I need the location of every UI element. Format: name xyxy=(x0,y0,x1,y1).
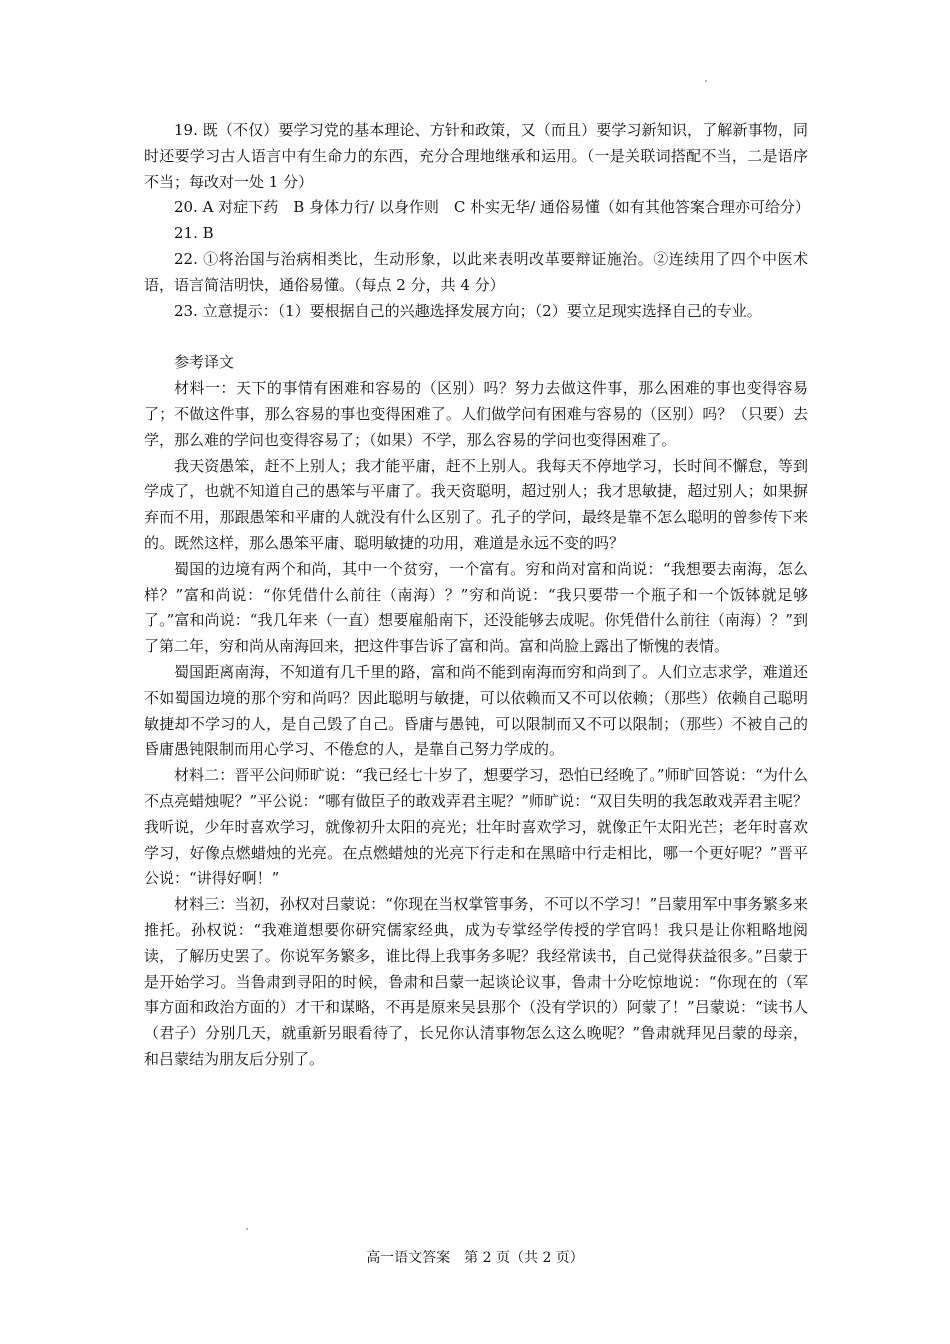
answer-21: 21. B xyxy=(174,224,214,243)
translation-paragraph-4: 蜀国距离南海，不知道有几千里的路，富和尚不能到南海而穷和尚到了。人们立志求学，难道还不如蜀国边境的那个穷和尚吗？因此聪明与敏捷，可以依赖而又不可以依赖；（那些）依赖自己聪明敏捷却不学习的人，是自己毁了自己。昏庸与愚钝，可以限制而又不可以限制；（那些）不被自己的昏庸愚钝限制而用心学习、不倦怠的人，是靠自己努力学成的。 xyxy=(144,662,808,759)
answer-22: 22. ①将治国与治病相类比，生动形象，以此来表明改革要辩证施治。②连续用了四个中医术语，语言简洁明快，通俗易懂。（每点 2 分，共 4 分） xyxy=(144,249,808,294)
answer-document xyxy=(144,118,808,1073)
translation-paragraph-2: 我天资愚笨，赶不上别人；我才能平庸，赶不上别人。我每天不停地学习，长时间不懈怠，等到学成了，也就不知道自己的愚笨与平庸了。我天资聪明，超过别人；我才思敏捷，超过别人；如果摒弃而不用，那跟愚笨和平庸的人就没有什么区别了。孔子的学问，最终是靠不怎么聪明的曾参传下来的。既然这样，那么愚笨平庸、聪明敏捷的功用，难道是永远不变的吗？ xyxy=(144,456,808,552)
translation-paragraph-1: 材料一：天下的事情有困难和容易的（区别）吗？努力去做这件事，那么困难的事也变得容易了；不做这件事，那么容易的事也变得困难了。人们做学问有困难与容易的（区别）吗？（只要）去学，那么难的学问也变得容易了；（如果）不学，那么容易的学问也变得困难了。 xyxy=(144,379,808,449)
translation-paragraph-3: 蜀国的边境有两个和尚，其中一个贫穷，一个富有。穷和尚对富和尚说：“我想要去南海，怎么样？”富和尚说：“你凭借什么前往（南海）？”穷和尚说：“我只要带一个瓶子和一个饭钵就足够了。”富和尚说：“我几年来（一直）想要雇船南下，还没能够去成呢。你凭借什么前往（南海）？”到了第二年，穷和尚从南海回来，把这件事告诉了富和尚。富和尚脸上露出了惭愧的表情。 xyxy=(144,559,808,656)
scan-speck-top xyxy=(705,80,707,82)
translation-paragraph-5: 材料二：晋平公问师旷说：“我已经七十岁了，想要学习，恐怕已经晚了。”师旷回答说：“为什么不点亮蜡烛呢？”平公说：“哪有做臣子的敢戏弄君主呢？”师旷说：“双目失明的我怎敢戏弄君主呢？我听说，少年时喜欢学习，就像初升太阳的亮光；壮年时喜欢学习，就像正午太阳光芒；老年时喜欢学习，好像点燃蜡烛的光亮。在点燃蜡烛的光亮下行走和在黑暗中行走相比，哪一个更好呢？”晋平公说：“讲得好啊！” xyxy=(144,766,808,888)
answer-19: 19. 既（不仅）要学习党的基本理论、方针和政策，又（而且）要学习新知识，了解新事物，同时还要学习古人语言中有生命力的东西，充分合理地继承和运用。（一是关联词搭配不当，二是语序不当；每改对一处 1 分） xyxy=(144,121,808,191)
scan-speck-bottom xyxy=(246,1228,248,1230)
translation-paragraph-6: 材料三：当初，孙权对吕蒙说：“你现在当权掌管事务，不可以不学习！”吕蒙用军中事务繁多来推托。孙权说：“我难道想要你研究儒家经典，成为专掌经学传授的学官吗！我只是让你粗略地阅读，了解历史罢了。你说军务繁多，谁比得上我事务多呢？我经常读书，自己觉得获益很多。”吕蒙于是开始学习。当鲁肃到寻阳的时候，鲁肃和吕蒙一起谈论议事，鲁肃十分吃惊地说：“你现在的（军事方面和政治方面的）才干和谋略，不再是原来吴县那个（没有学识的）阿蒙了！”吕蒙说：“读书人（君子）分别几天，就重新另眼看待了，长兄你认清事物怎么这么晚呢？”鲁肃就拜见吕蒙的母亲，和吕蒙结为朋友后分别了。 xyxy=(144,895,808,1068)
section-gap xyxy=(144,324,808,350)
answer-20: 20. A 对症下药 B 身体力行/ 以身作则 C 朴实无华/ 通俗易懂（如有其他答案合理亦可给分） xyxy=(174,198,810,217)
answer-23: 23. 立意提示：（1）要根据自己的兴趣选择发展方向；（2）要立足现实选择自己的专业。 xyxy=(174,301,762,320)
page-footer: 高一语文答案 第 2 页（共 2 页） xyxy=(366,1250,584,1266)
translation-heading: 参考译文 xyxy=(174,353,235,372)
